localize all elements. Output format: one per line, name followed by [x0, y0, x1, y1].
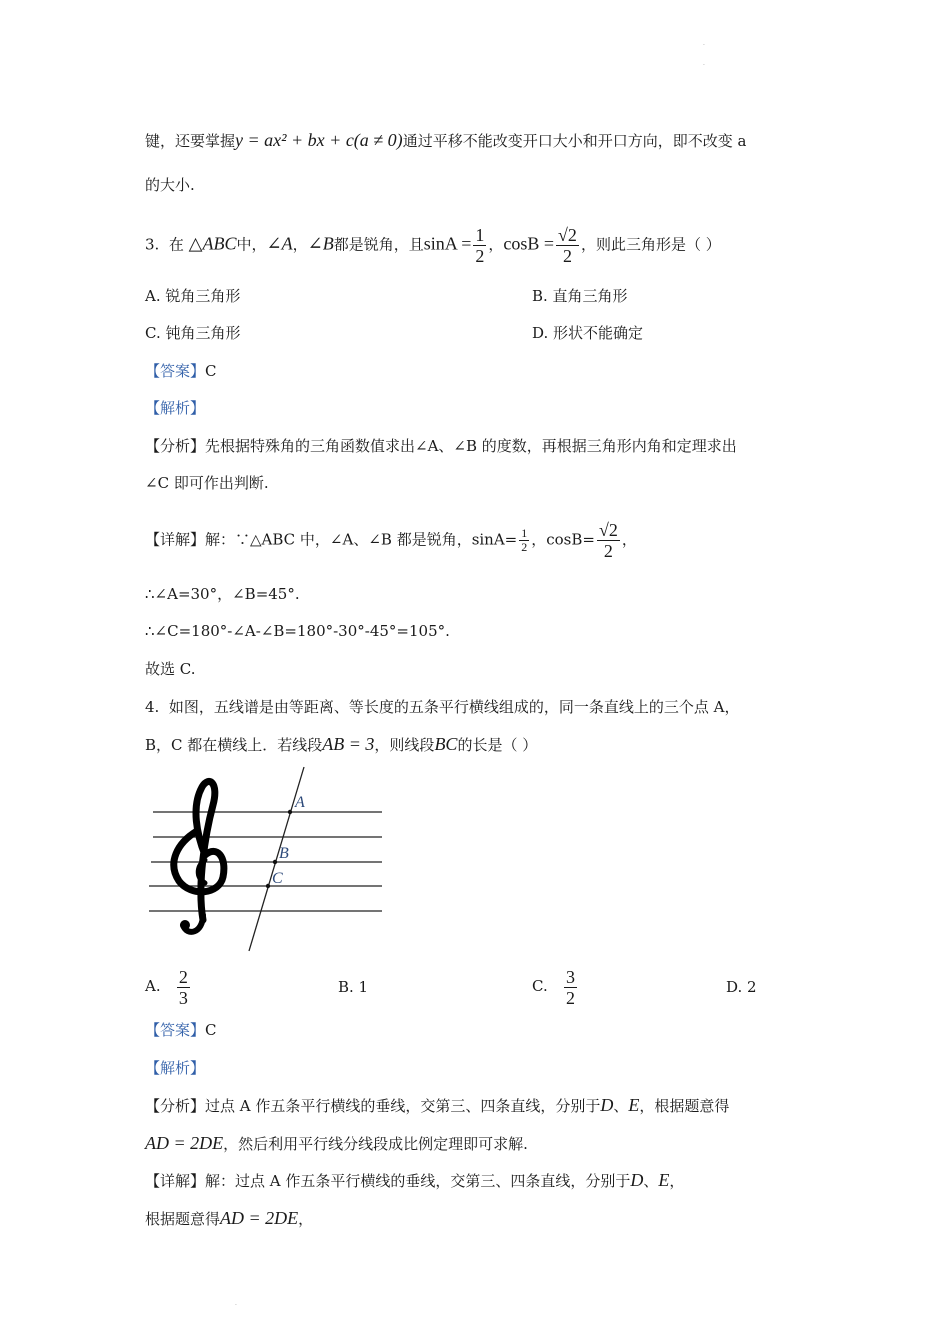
staff-figure	[145, 765, 390, 955]
q4-stem-2	[145, 732, 537, 757]
option-label: C.	[532, 977, 548, 995]
fenxi-text: ，根据题意得	[639, 1097, 730, 1115]
q3-cos-label: cosB =	[503, 233, 555, 254]
q4-ad-eq: AD = 2DE	[220, 1208, 299, 1228]
answer-tag: 【答案】	[145, 362, 206, 380]
q4-option-d: D. 2	[726, 978, 757, 996]
treble-clef-icon	[174, 781, 224, 931]
xiangjie-text: 解：过点 A 作五条平行横线的垂线，交第三、四条直线，分别于	[205, 1172, 631, 1190]
q3-xiangjie-2: ∴∠A=30°，∠B=45°.	[145, 585, 300, 603]
xiangjie-text: ，	[621, 530, 637, 549]
intro-formula: y = ax² + bx + c(a ≠ 0)	[235, 130, 403, 150]
fenxi-text: ，然后利用平行线分线段成比例定理即可求解.	[223, 1135, 528, 1153]
scan-dot: ·	[235, 1302, 237, 1309]
point-c	[266, 884, 270, 888]
q4-fenxi-2	[145, 1131, 528, 1156]
q3-triangle: △ABC	[188, 233, 237, 254]
q4-fenxi-1	[145, 1093, 729, 1118]
intro-text: 的大小.	[145, 176, 195, 194]
q3-xiangjie-4: 故选 C.	[145, 660, 196, 678]
point-d-label: D	[630, 1170, 644, 1190]
q4-answer	[145, 1018, 217, 1042]
point-e-label: E	[628, 1095, 640, 1115]
q4-option-c	[532, 966, 579, 1008]
q3-option-a: A. 锐角三角形	[145, 287, 241, 305]
q4-text: ，则线段	[374, 736, 435, 754]
q4-xiangjie-1	[145, 1168, 684, 1193]
question-number: 4.	[145, 698, 160, 716]
intro-line-2	[145, 173, 195, 197]
q3-cos-fraction	[556, 225, 579, 266]
fenxi-text: 、	[613, 1097, 629, 1115]
q3-fenxi-1	[145, 434, 737, 458]
fenxi-tag: 【分析】	[145, 437, 206, 455]
q4-text: B，C 都在横线上．若线段	[145, 736, 323, 754]
q3-xiangjie-1	[145, 520, 637, 561]
fenxi-text: 过点 A 作五条平行横线的垂线，交第三、四条直线，分别于	[205, 1097, 601, 1115]
q4-option-c-fraction	[564, 967, 577, 1008]
fraction-denominator: 2	[562, 246, 572, 266]
q4-xiangjie-2	[145, 1206, 313, 1231]
xiangjie-text: 根据题意得	[145, 1210, 221, 1228]
q3-xiangjie-3: ∴∠C=180°-∠A-∠B=180°-30°-45°=105°.	[145, 622, 450, 640]
q4-analysis	[145, 1056, 205, 1080]
xiangjie-text: 、	[643, 1172, 659, 1190]
q3-text: 在	[168, 235, 184, 254]
xiangjie-text: ，	[298, 1210, 314, 1228]
fraction-numerator: √2	[598, 520, 618, 540]
q4-ab-eq: AB = 3	[322, 734, 375, 754]
q3-text: ，则此三角形是（ ）	[580, 235, 721, 254]
fraction-numerator: 2	[178, 966, 188, 987]
point-a	[288, 810, 292, 814]
q3-option-d: D. 形状不能确定	[532, 324, 644, 342]
point-d-label: D	[600, 1095, 614, 1115]
option-label: A.	[145, 977, 161, 995]
intro-text: 键，还要掌握	[145, 132, 236, 150]
label-a: A	[295, 794, 305, 811]
answer-tag: 【答案】	[145, 1021, 206, 1039]
fenxi-tag: 【分析】	[145, 1097, 206, 1115]
question-number: 3.	[145, 235, 160, 254]
q4-option-a-fraction	[177, 967, 190, 1008]
q3-fenxi-2	[145, 471, 269, 495]
q4-text: 的长是（ ）	[457, 736, 538, 754]
q3-angle-a: ∠A	[266, 233, 293, 254]
fraction-denominator: 3	[178, 987, 188, 1008]
q3-text: 都是锐角，且	[333, 235, 424, 254]
q3-option-c: C. 钝角三角形	[145, 324, 241, 342]
q3-text: ，	[292, 235, 308, 254]
fraction-denominator: 2	[566, 987, 576, 1008]
q3-answer	[145, 359, 217, 383]
q3-sin-label: sinA =	[423, 233, 472, 254]
fraction-denominator: 2	[475, 246, 485, 266]
analysis-tag: 【解析】	[145, 1059, 206, 1077]
fraction-denominator: 2	[521, 540, 528, 554]
q3-angle-b: ∠B	[307, 233, 334, 254]
xiangjie-text: 解：∵△ABC 中，∠A、∠B 都是锐角，sinA=	[205, 530, 518, 549]
xiangjie-tag: 【详解】	[145, 1172, 206, 1190]
q4-bc: BC	[434, 734, 458, 754]
xiangjie-text: ，	[669, 1172, 685, 1190]
scan-dot: ·	[703, 42, 705, 49]
q3-stem: 3. 在 △ABC中，∠A，∠B都是锐角，且sinA = $\frac{1}{2}$ ，cosB = $\frac{√2}{2}$ ，则此三角形是（ ）	[145, 225, 721, 266]
intro-line-1	[145, 128, 746, 153]
answer-value: C	[205, 362, 217, 380]
q3-text: 中，	[236, 235, 267, 254]
xiangjie-tag: 【详解】	[145, 530, 206, 549]
xiangjie-text: ，cosB=	[531, 530, 595, 549]
label-c: C	[272, 870, 283, 887]
xj-sin-fraction	[519, 527, 529, 554]
fenxi-text: ∠C 即可作出判断.	[145, 474, 269, 492]
fraction-numerator: 1	[521, 526, 528, 540]
q4-ad-eq: AD = 2DE	[145, 1133, 224, 1153]
answer-value: C	[205, 1021, 217, 1039]
q4-option-a	[145, 966, 192, 1008]
point-e-label: E	[658, 1170, 670, 1190]
q4-stem-1	[145, 695, 739, 719]
xj-cos-fraction	[597, 520, 620, 561]
fraction-numerator: 3	[566, 966, 576, 987]
q4-text: 如图，五线谱是由等距离、等长度的五条平行横线组成的，同一条直线上的三个点 A，	[168, 698, 740, 716]
scan-dot: ·	[703, 62, 705, 69]
q3-option-b: B. 直角三角形	[532, 287, 628, 305]
fraction-numerator: 1	[475, 225, 485, 245]
q3-analysis	[145, 396, 205, 420]
q3-sin-fraction	[473, 225, 486, 266]
fraction-denominator: 2	[603, 541, 613, 561]
q4-option-b: B. 1	[338, 978, 369, 996]
fraction-numerator: √2	[558, 225, 577, 245]
point-b	[273, 860, 277, 864]
intro-text: 通过平移不能改变开口大小和开口方向，即不改变 a	[402, 132, 747, 150]
label-b: B	[279, 845, 289, 862]
analysis-tag: 【解析】	[145, 399, 206, 417]
fenxi-text: 先根据特殊角的三角函数值求出∠A、∠B 的度数，再根据三角形内角和定理求出	[205, 437, 737, 455]
